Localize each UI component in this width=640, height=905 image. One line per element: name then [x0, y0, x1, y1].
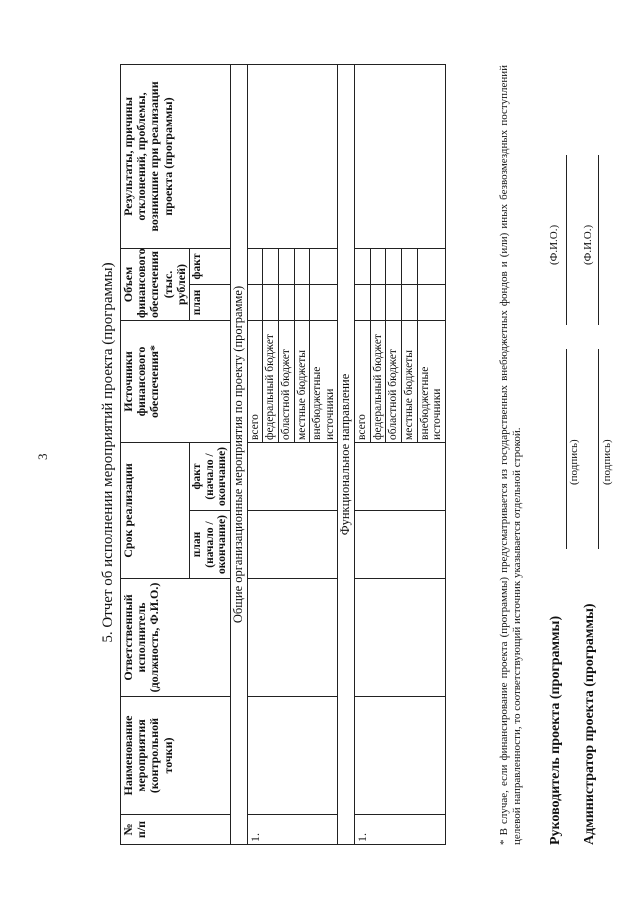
cell-volume-fact: [263, 248, 279, 284]
cell-volume-plan: [278, 284, 294, 320]
cell-volume-fact: [310, 248, 338, 284]
section-row-general: [230, 64, 247, 844]
source-cell: федеральный бюджет: [263, 320, 279, 442]
header-responsible: Ответственный исполнитель (должность, Ф.И.О.): [121, 579, 231, 697]
cell-volume-fact: [370, 248, 386, 284]
cell-volume-fact: [402, 248, 418, 284]
signature-line: [598, 349, 599, 549]
source-cell: местные бюджеты: [402, 320, 418, 442]
source-cell: внебюджетные источники: [310, 320, 338, 442]
cell-timeline-fact: [355, 442, 446, 510]
source-cell: местные бюджеты: [294, 320, 310, 442]
header-timeline: Срок реализации: [121, 442, 190, 578]
cell-volume-fact: [278, 248, 294, 284]
source-cell: областной бюджет: [278, 320, 294, 442]
source-cell: областной бюджет: [386, 320, 402, 442]
header-volume: Объем финансового обеспечения (тыс. рублей): [121, 248, 190, 320]
cell-volume-plan: [294, 284, 310, 320]
cell-timeline-plan: [355, 511, 446, 579]
cell-volume-plan: [247, 284, 263, 320]
table-row: [247, 64, 263, 844]
row-number: 1.: [247, 815, 338, 845]
cell-volume-plan: [355, 284, 371, 320]
header-sources: Источники финансового обеспечения*: [121, 320, 231, 442]
cell-volume-fact: [417, 248, 445, 284]
source-cell: всего: [355, 320, 371, 442]
report-table: [120, 64, 446, 845]
header-row-1: [121, 64, 190, 844]
source-cell: всего: [247, 320, 263, 442]
signature-caption: (подпись): [568, 439, 580, 485]
cell-name: [247, 697, 338, 815]
cell-volume-plan: [310, 284, 338, 320]
header-volume-fact: факт: [189, 248, 230, 284]
cell-volume-plan: [263, 284, 279, 320]
name-caption: (Ф.И.О.): [548, 224, 560, 265]
signature-caption: (подпись): [601, 439, 613, 485]
cell-volume-plan: [370, 284, 386, 320]
name-line: [598, 155, 599, 325]
header-results: Результаты, причины отклонений, проблемы, возникшие при реализации проекта (программы): [121, 64, 231, 248]
cell-name: [355, 697, 446, 815]
cell-results: [355, 64, 446, 248]
source-cell: внебюджетные источники: [417, 320, 445, 442]
cell-timeline-plan: [247, 511, 338, 579]
cell-responsible: [355, 579, 446, 697]
header-volume-plan: план: [189, 284, 230, 320]
signature-role-head: Руководитель проекта (программы): [548, 615, 563, 845]
row-number: 1.: [355, 815, 446, 845]
name-caption: (Ф.И.О.): [582, 224, 594, 265]
cell-volume-fact: [355, 248, 371, 284]
header-timeline-fact: факт (начало / окончание): [189, 442, 230, 510]
cell-volume-plan: [417, 284, 445, 320]
footnote: * В случае, если финансирование проекта (программы) предусматривается из государственных внебюджетных фондов и (или) иных безвозмездных поступлений целевой направленности, то соответствующий источник указывается отдельной строкой.: [498, 65, 524, 845]
header-timeline-plan: план (начало / окончание): [189, 511, 230, 579]
cell-volume-plan: [386, 284, 402, 320]
cell-volume-fact: [386, 248, 402, 284]
cell-volume-fact: [294, 248, 310, 284]
section-title: Общие организационные мероприятия по проекту (программе): [230, 64, 247, 844]
section-title: Функциональное направление: [338, 64, 355, 844]
header-name: Наименование мероприятия (контрольной точки): [121, 697, 231, 815]
cell-volume-plan: [402, 284, 418, 320]
table-row: [355, 64, 371, 844]
cell-timeline-fact: [247, 442, 338, 510]
cell-volume-fact: [247, 248, 263, 284]
source-cell: федеральный бюджет: [370, 320, 386, 442]
page-title: 5. Отчет об исполнении мероприятий проекта (программы): [100, 262, 116, 643]
section-row-functional: [338, 64, 355, 844]
header-no: № п/п: [121, 815, 231, 845]
name-line: [566, 155, 567, 325]
page-number: 3: [35, 453, 50, 460]
cell-responsible: [247, 579, 338, 697]
signature-role-admin: Администратор проекта (программы): [582, 603, 597, 845]
cell-results: [247, 64, 338, 248]
signature-line: [566, 349, 567, 549]
